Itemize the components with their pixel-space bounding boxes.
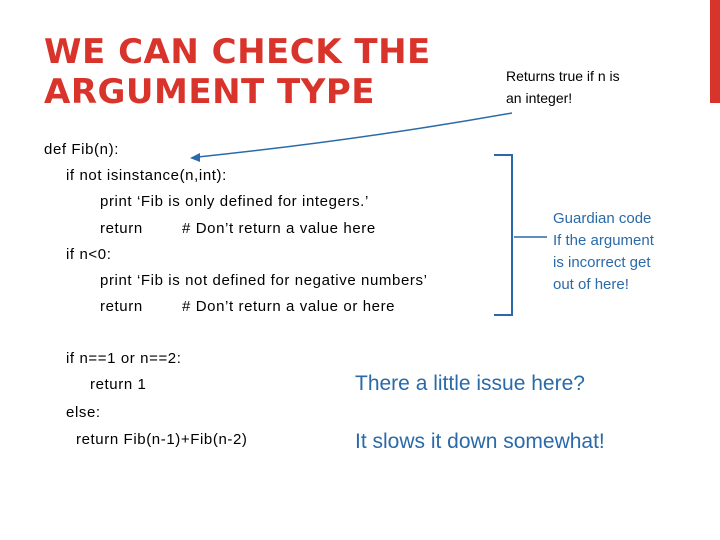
code-line-print-negative: print ‘Fib is not defined for negative numbers’	[100, 272, 428, 289]
code-line-return-keyword-1: return	[100, 220, 143, 237]
title-line-1: WE CAN CHECK THE	[44, 32, 431, 72]
callout-arrowhead	[190, 153, 200, 162]
code-line-if-base-case: if n==1 or n==2:	[66, 350, 182, 367]
code-line-return-recursive: return Fib(n-1)+Fib(n-2)	[76, 431, 248, 448]
code-line-return-comment-1: # Don’t return a value here	[182, 220, 376, 237]
code-line-if-negative: if n<0:	[66, 246, 112, 263]
code-line-return-1: return 1	[90, 376, 147, 393]
remark-issue: There a little issue here?	[355, 372, 585, 395]
guardian-line-2: If the argument	[553, 232, 654, 249]
callout-line-1: Returns true if n is	[506, 68, 620, 84]
callout-arrow	[198, 113, 512, 157]
guardian-line-3: is incorrect get	[553, 254, 651, 271]
code-line-def: def Fib(n):	[44, 141, 119, 158]
code-line-print-integers: print ‘Fib is only defined for integers.’	[100, 193, 369, 210]
code-line-return-comment-2: # Don’t return a value or here	[182, 298, 396, 315]
title-line-2: ARGUMENT TYPE	[44, 72, 376, 112]
remark-slows: It slows it down somewhat!	[355, 430, 605, 453]
guardian-line-1: Guardian code	[553, 210, 652, 227]
code-line-if-not-isinstance: if not isinstance(n,int):	[66, 167, 227, 184]
code-line-else: else:	[66, 404, 101, 421]
guardian-bracket	[494, 155, 512, 315]
callout-line-2: an integer!	[506, 90, 573, 106]
code-line-return-keyword-2: return	[100, 298, 143, 315]
guardian-line-4: out of here!	[553, 276, 629, 293]
